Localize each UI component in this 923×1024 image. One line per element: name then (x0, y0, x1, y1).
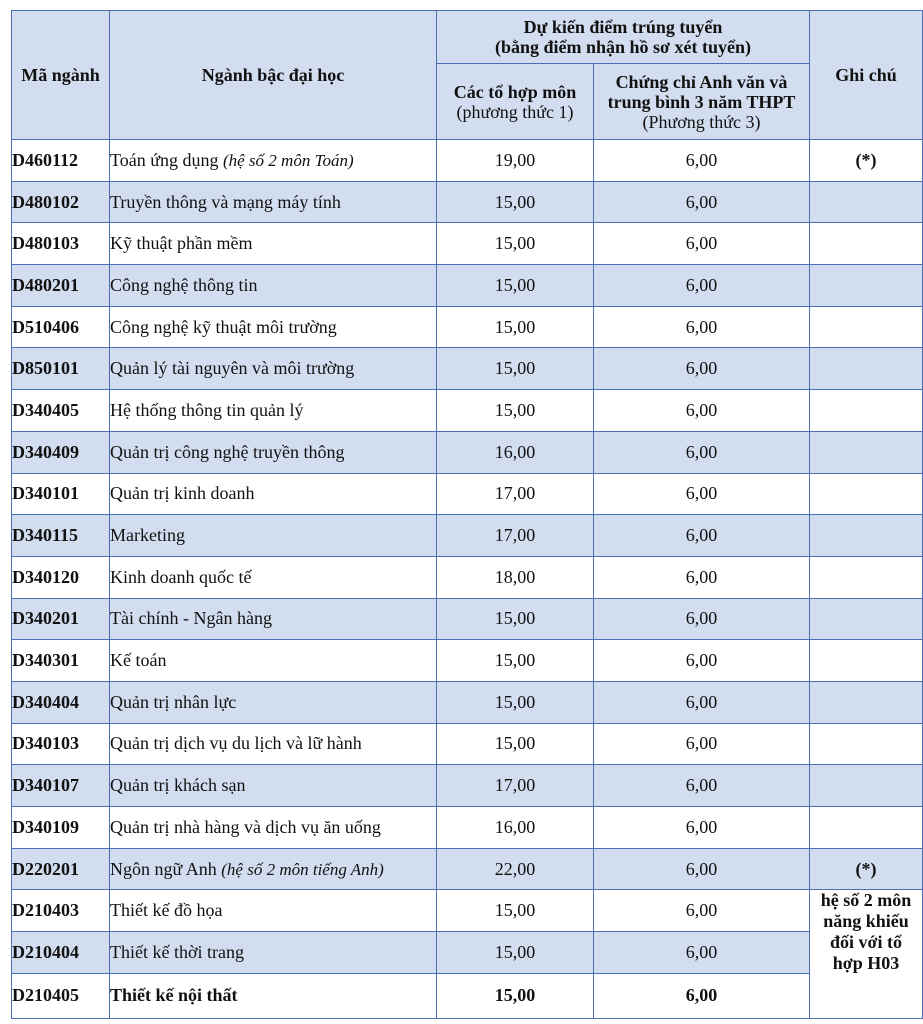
note-cell (810, 181, 923, 223)
program-name: Thiết kế nội thất (110, 973, 437, 1018)
score-method3: 6,00 (594, 598, 810, 640)
score-method1: 15,00 (437, 265, 594, 307)
program-code: D210404 (12, 932, 110, 974)
program-code: D340301 (12, 640, 110, 682)
program-name: Ngôn ngữ Anh (hệ số 2 môn tiếng Anh) (110, 848, 437, 890)
score-method3: 6,00 (594, 556, 810, 598)
admission-score-table (11, 10, 923, 1019)
program-name: Quản trị nhà hàng và dịch vụ ăn uống (110, 807, 437, 849)
score-method1: 22,00 (437, 848, 594, 890)
score-method1: 15,00 (437, 723, 594, 765)
score-method3: 6,00 (594, 723, 810, 765)
table-row (12, 515, 923, 557)
table-row (12, 973, 923, 1018)
score-method1: 15,00 (437, 348, 594, 390)
program-code: D340107 (12, 765, 110, 807)
score-method1: 16,00 (437, 431, 594, 473)
program-code: D340115 (12, 515, 110, 557)
note-cell: (*) (810, 140, 923, 182)
score-method1: 15,00 (437, 681, 594, 723)
score-method1: 15,00 (437, 306, 594, 348)
note-cell: (*) (810, 848, 923, 890)
program-name: Hệ thống thông tin quản lý (110, 390, 437, 432)
note-cell (810, 431, 923, 473)
table-row (12, 390, 923, 432)
header-note: Ghi chú (810, 11, 923, 140)
program-name-coefficient: (hệ số 2 môn tiếng Anh) (221, 859, 384, 879)
score-method3: 6,00 (594, 390, 810, 432)
note-cell (810, 598, 923, 640)
score-method1: 15,00 (437, 640, 594, 682)
table-row (12, 556, 923, 598)
table-row (12, 348, 923, 390)
score-method3: 6,00 (594, 681, 810, 723)
note-cell (810, 556, 923, 598)
note-cell (810, 473, 923, 515)
program-name: Quản trị kinh doanh (110, 473, 437, 515)
program-code: D480201 (12, 265, 110, 307)
note-cell (810, 223, 923, 265)
table-row (12, 598, 923, 640)
program-name: Quản lý tài nguyên và môi trường (110, 348, 437, 390)
program-name: Thiết kế thời trang (110, 932, 437, 974)
note-cell (810, 265, 923, 307)
table-row (12, 848, 923, 890)
program-code: D220201 (12, 848, 110, 890)
score-method1: 16,00 (437, 807, 594, 849)
table-body (12, 140, 923, 1019)
program-code: D510406 (12, 306, 110, 348)
program-name: Thiết kế đồ họa (110, 890, 437, 932)
score-method3: 6,00 (594, 765, 810, 807)
score-method3: 6,00 (594, 807, 810, 849)
score-method3: 6,00 (594, 848, 810, 890)
note-cell (810, 765, 923, 807)
table-row (12, 265, 923, 307)
score-method3: 6,00 (594, 640, 810, 682)
program-code: D340103 (12, 723, 110, 765)
header-expected-score: Dự kiến điểm trúng tuyển (bằng điểm nhận hồ sơ xét tuyển) (437, 11, 810, 64)
score-method3: 6,00 (594, 140, 810, 182)
program-name: Công nghệ kỹ thuật môi trường (110, 306, 437, 348)
note-cell (810, 390, 923, 432)
program-code: D480103 (12, 223, 110, 265)
table-row (12, 306, 923, 348)
note-cell (810, 640, 923, 682)
note-cell (810, 515, 923, 557)
program-code: D340101 (12, 473, 110, 515)
score-method3: 6,00 (594, 890, 810, 932)
program-code: D460112 (12, 140, 110, 182)
table-row (12, 932, 923, 974)
table-row (12, 223, 923, 265)
score-method1: 17,00 (437, 515, 594, 557)
score-method3: 6,00 (594, 348, 810, 390)
program-name: Marketing (110, 515, 437, 557)
header-program: Ngành bậc đại học (110, 11, 437, 140)
header-method3: Chứng chỉ Anh văn và trung bình 3 năm THPT (Phương thức 3) (594, 64, 810, 140)
program-name: Quản trị công nghệ truyền thông (110, 431, 437, 473)
note-cell (810, 348, 923, 390)
score-method3: 6,00 (594, 223, 810, 265)
program-code: D340404 (12, 681, 110, 723)
score-method1: 15,00 (437, 598, 594, 640)
program-code: D340201 (12, 598, 110, 640)
program-code: D340405 (12, 390, 110, 432)
table-row (12, 431, 923, 473)
score-method1: 15,00 (437, 932, 594, 974)
table-row (12, 140, 923, 182)
table-row (12, 890, 923, 932)
table-row (12, 807, 923, 849)
program-name: Kế toán (110, 640, 437, 682)
program-code: D480102 (12, 181, 110, 223)
program-name: Công nghệ thông tin (110, 265, 437, 307)
score-method1: 15,00 (437, 890, 594, 932)
score-method1: 19,00 (437, 140, 594, 182)
header-method1: Các tổ hợp môn (phương thức 1) (437, 64, 594, 140)
header-row-1 (12, 11, 923, 64)
score-method1: 15,00 (437, 973, 594, 1018)
score-method3: 6,00 (594, 265, 810, 307)
score-method3: 6,00 (594, 431, 810, 473)
program-name: Kỹ thuật phần mềm (110, 223, 437, 265)
score-method1: 17,00 (437, 765, 594, 807)
score-method3: 6,00 (594, 973, 810, 1018)
score-method1: 15,00 (437, 390, 594, 432)
program-name: Quản trị dịch vụ du lịch và lữ hành (110, 723, 437, 765)
score-method1: 17,00 (437, 473, 594, 515)
program-name: Quản trị nhân lực (110, 681, 437, 723)
note-cell (810, 807, 923, 849)
program-name: Kinh doanh quốc tế (110, 556, 437, 598)
score-method1: 15,00 (437, 223, 594, 265)
table-row (12, 765, 923, 807)
note-cell (810, 723, 923, 765)
score-method3: 6,00 (594, 932, 810, 974)
table-row (12, 640, 923, 682)
table-row (12, 723, 923, 765)
program-code: D850101 (12, 348, 110, 390)
header-code: Mã ngành (12, 11, 110, 140)
program-code: D340109 (12, 807, 110, 849)
program-code: D340409 (12, 431, 110, 473)
table-row (12, 681, 923, 723)
note-cell-merged: hệ số 2 môn năng khiếu đối với tổ hợp H03 (810, 890, 923, 1018)
program-code: D340120 (12, 556, 110, 598)
score-method3: 6,00 (594, 515, 810, 557)
score-method1: 15,00 (437, 181, 594, 223)
program-code: D210403 (12, 890, 110, 932)
score-method3: 6,00 (594, 181, 810, 223)
score-method1: 18,00 (437, 556, 594, 598)
note-cell (810, 681, 923, 723)
program-name-coefficient: (hệ số 2 môn Toán) (222, 150, 354, 170)
program-name: Toán ứng dụng (hệ số 2 môn Toán) (110, 140, 437, 182)
program-name: Quản trị khách sạn (110, 765, 437, 807)
score-method3: 6,00 (594, 306, 810, 348)
program-name: Truyền thông và mạng máy tính (110, 181, 437, 223)
table-row (12, 473, 923, 515)
table-row (12, 181, 923, 223)
score-method3: 6,00 (594, 473, 810, 515)
note-cell (810, 306, 923, 348)
program-code: D210405 (12, 973, 110, 1018)
program-name: Tài chính - Ngân hàng (110, 598, 437, 640)
